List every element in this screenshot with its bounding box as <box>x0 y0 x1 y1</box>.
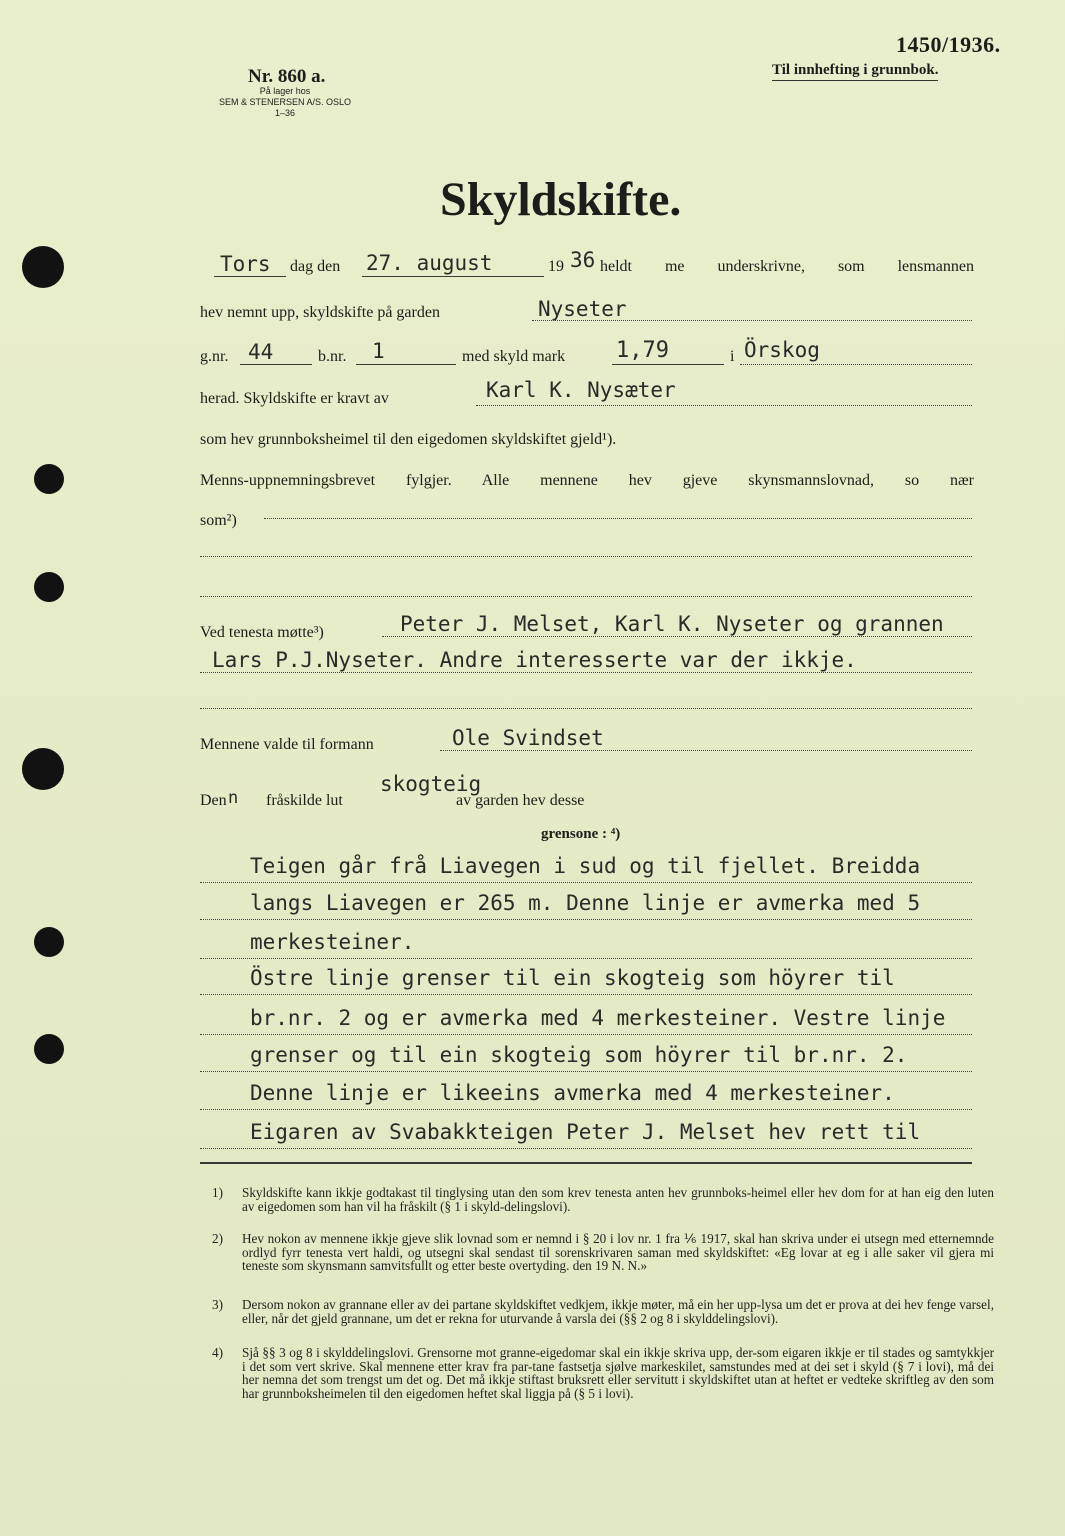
fill-line <box>440 750 972 751</box>
form-number: Nr. 860 a. <box>248 66 326 87</box>
punch-hole <box>34 464 64 494</box>
den-suffix-filled: n <box>228 788 239 808</box>
chairman-label: Mennene valde til formann <box>200 736 374 753</box>
fill-line <box>200 708 972 709</box>
boundary-line: Teigen går frå Liavegen i sud og til fjellet. Breidda <box>250 854 921 878</box>
date-filled: 27. august <box>366 251 493 275</box>
requester-name-filled: Karl K. Nysæter <box>486 378 676 402</box>
page-title: Skyldskifte. <box>440 173 682 226</box>
fill-line <box>200 882 972 883</box>
bnr-filled: 1 <box>372 339 385 363</box>
publisher-line-2: SEM & STENERSEN A/S. OSLO <box>218 97 352 107</box>
fill-line <box>200 556 972 557</box>
fill-line <box>200 1034 972 1035</box>
footnote-4 <box>212 1346 994 1442</box>
fill-line <box>214 276 286 277</box>
footnote-separator <box>200 1162 972 1164</box>
boundary-line: Eigaren av Svabakkteigen Peter J. Melset hev rett til <box>250 1120 921 1144</box>
footnote-text: Skyldskifte kann ikkje godtakast til tinglysing utan den som krev tenesta anten hev grunnboks-heimel eller hev dom for at han eig den luten av eigedomen som han vil ha fråskilt (§ 1 i skyld-delingslovi). <box>242 1185 994 1214</box>
gnr-label: g.nr. <box>200 348 229 365</box>
publisher-line-1: På lager hos <box>259 86 311 96</box>
den-label: Den <box>200 792 227 809</box>
fill-line <box>356 364 456 365</box>
insert-skogteig-filled: skogteig <box>380 772 482 796</box>
footnote-number: 1) <box>212 1185 223 1200</box>
footnote-text: Sjå §§ 3 og 8 i skylddelingslovi. Grensorne mot granne-eigedomar skal ein ikkje skriva upp, der-som eigaren ikkje er til stades og samtykkjer i det som vert skrive. Skal mennene etter krav fra par-tane fastsetja sjølve markeskilet, samstundes med at dei set i skyld (§ 7 i lovi), må dei her nemna det som trengst um det og. Det må ikkje stiftast bruksrett eller servitutt i skyldskiftet utan at heftet er vedteke skriftleg av den som har grunnboksheimelen til den eigedomen heftet skal liggja på (§ 5 i lovi). <box>242 1345 994 1401</box>
skyld-filled: 1,79 <box>616 338 669 363</box>
dag-den-label: dag den <box>290 258 341 275</box>
skyld-label: med skyld mark <box>462 348 566 365</box>
farm-label: hev nemnt upp, skyldskifte på garden <box>200 304 440 321</box>
reference-number: 1450/1936. <box>896 32 1001 57</box>
fill-line <box>362 276 544 277</box>
fill-line <box>532 320 972 321</box>
binding-note: Til innhefting i grunnbok. <box>772 62 938 81</box>
heimel-text: som hev grunnboksheimel til den eigedomen skyldskiftet gjeld¹). <box>200 431 617 448</box>
som-label: som²) <box>200 512 237 529</box>
municipality-label: i <box>730 348 735 365</box>
fill-line <box>264 518 972 519</box>
present-names-filled: Peter J. Melset, Karl K. Nyseter og grannen <box>400 612 944 636</box>
footnote-number: 2) <box>212 1231 223 1246</box>
chairman-name-filled: Ole Svindset <box>452 726 604 750</box>
fill-line <box>740 364 972 365</box>
boundary-line: merkesteiner. <box>250 930 415 954</box>
bnr-label: b.nr. <box>318 348 347 365</box>
footnote-text: Hev nokon av mennene ikkje gjeve slik lovnad som er nemnd i § 20 i lov nr. 1 fra ⅙ 1917, skal han skriva under ei utsegn med etternemnde ordlyd fyrr tenesta vert haldi, og utsegni skal sendast til sorenskrivaren saman med skyldskiftet: «Eg lovar at eg i alle saker vil gjera mi teneste som skynsmann samvitsfullt og etter beste overtyding. den 19 N. N.» <box>242 1231 994 1274</box>
boundary-line: langs Liavegen er 265 m. Denne linje er avmerka med 5 <box>250 891 921 915</box>
punch-hole <box>34 572 64 602</box>
fill-line <box>200 672 972 673</box>
gnr-filled: 44 <box>248 340 274 364</box>
fill-line <box>200 994 972 995</box>
publisher-line-3: 1–36 <box>274 108 296 118</box>
footnote-2 <box>212 1232 994 1298</box>
punch-hole <box>34 1034 64 1064</box>
fraskilde-label: fråskilde lut <box>266 792 343 809</box>
fill-line <box>200 1148 972 1149</box>
present-label: Ved tenesta møtte³) <box>200 624 324 641</box>
appointment-text: Menns-uppnemningsbrevet fylgjer. Alle mennene hev gjeve skynsmannslovnad, so nær <box>200 472 974 489</box>
fill-line <box>200 958 972 959</box>
year-filled: 36 <box>570 248 596 272</box>
present-names-cont: Lars P.J.Nyseter. Andre interesserte var der ikkje. <box>212 648 857 672</box>
footnote-number: 4) <box>212 1345 223 1360</box>
boundary-line: Östre linje grenser til ein skogteig som höyrer til <box>250 966 895 990</box>
requester-label: herad. Skyldskifte er kravt av <box>200 390 389 407</box>
fill-line <box>240 364 312 365</box>
punch-hole <box>22 246 64 288</box>
boundary-line: grenser og til ein skogteig som höyrer til br.nr. 2. <box>250 1043 908 1067</box>
footnote-3 <box>212 1298 994 1340</box>
footnote-number: 3) <box>212 1297 223 1312</box>
fill-line <box>612 364 724 365</box>
farm-name-filled: Nyseter <box>538 297 627 321</box>
weekday-filled: Tors <box>220 252 271 276</box>
fill-line <box>476 405 972 406</box>
boundary-line: Denne linje er likeeins avmerka med 4 merkesteiner. <box>250 1081 895 1105</box>
fill-line <box>200 1071 972 1072</box>
fill-line <box>200 919 972 920</box>
punch-hole <box>22 748 64 790</box>
footnote-1 <box>212 1186 994 1228</box>
punch-hole <box>34 927 64 957</box>
line-1-text: heldt me underskrivne, som lensmannen <box>600 258 974 275</box>
municipality-filled: Örskog <box>744 338 820 362</box>
farm-boundaries-label: av garden hev desse <box>456 792 585 809</box>
grensone-heading: grensone : ⁴) <box>541 826 621 842</box>
boundary-line: br.nr. 2 og er avmerka med 4 merkesteiner. Vestre linje <box>250 1006 946 1030</box>
fill-line <box>200 596 972 597</box>
fill-line <box>382 636 972 637</box>
year-prefix: 19 <box>548 258 564 275</box>
footnote-text: Dersom nokon av grannane eller av dei partane skyldskiftet vedkjem, ikkje møter, må ein her upp-lysa um det er prova at dei hev fenge varsel, eller, når det gjeld grannane, um det er rekna for uturvande å varsla dei (§§ 2 og 8 i skylddelingslovi). <box>242 1297 994 1326</box>
fill-line <box>200 1109 972 1110</box>
